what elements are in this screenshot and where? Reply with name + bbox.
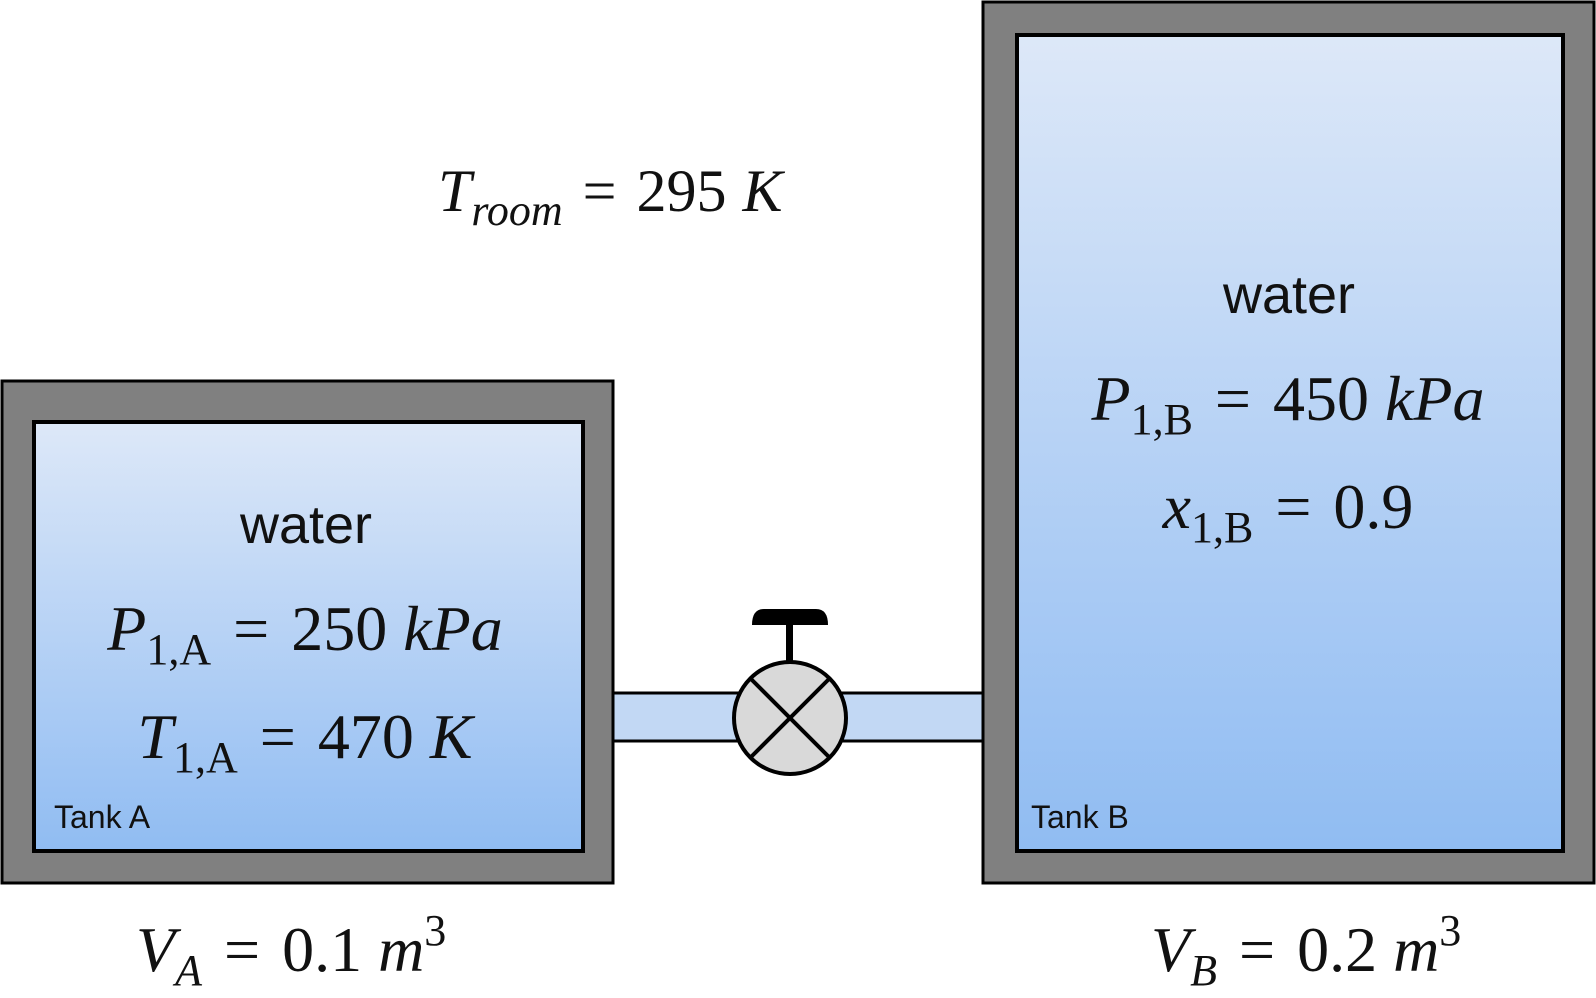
tank-b-label: Tank B — [1031, 799, 1129, 835]
tank-a-volume: $V_A = 0.1$ $m^3$ — [136, 906, 447, 995]
tank-b-water — [1017, 35, 1563, 851]
tank-a-temperature: $T_{1,A} = 470$ K — [137, 701, 473, 782]
tank-a — [2, 381, 613, 883]
room-temperature-label: $T_{room} = 295$ K — [438, 158, 783, 235]
tank-b-substance: water — [1222, 265, 1356, 325]
tank-b-volume: $V_B = 0.2$ $m^3$ — [1151, 906, 1462, 995]
tank-a-pressure: $P_{1,A} = 250$ kPa — [107, 593, 503, 674]
tank-a-substance: water — [239, 495, 373, 555]
tank-b — [983, 2, 1594, 883]
tank-b-quality: $x_{1,B} = 0.9$ — [1162, 471, 1414, 552]
tank-a-label: Tank A — [54, 799, 151, 835]
valve[interactable] — [734, 609, 846, 774]
valve-stem — [786, 622, 793, 665]
tank-b-pressure: $P_{1,B} = 450$ kPa — [1091, 363, 1485, 444]
